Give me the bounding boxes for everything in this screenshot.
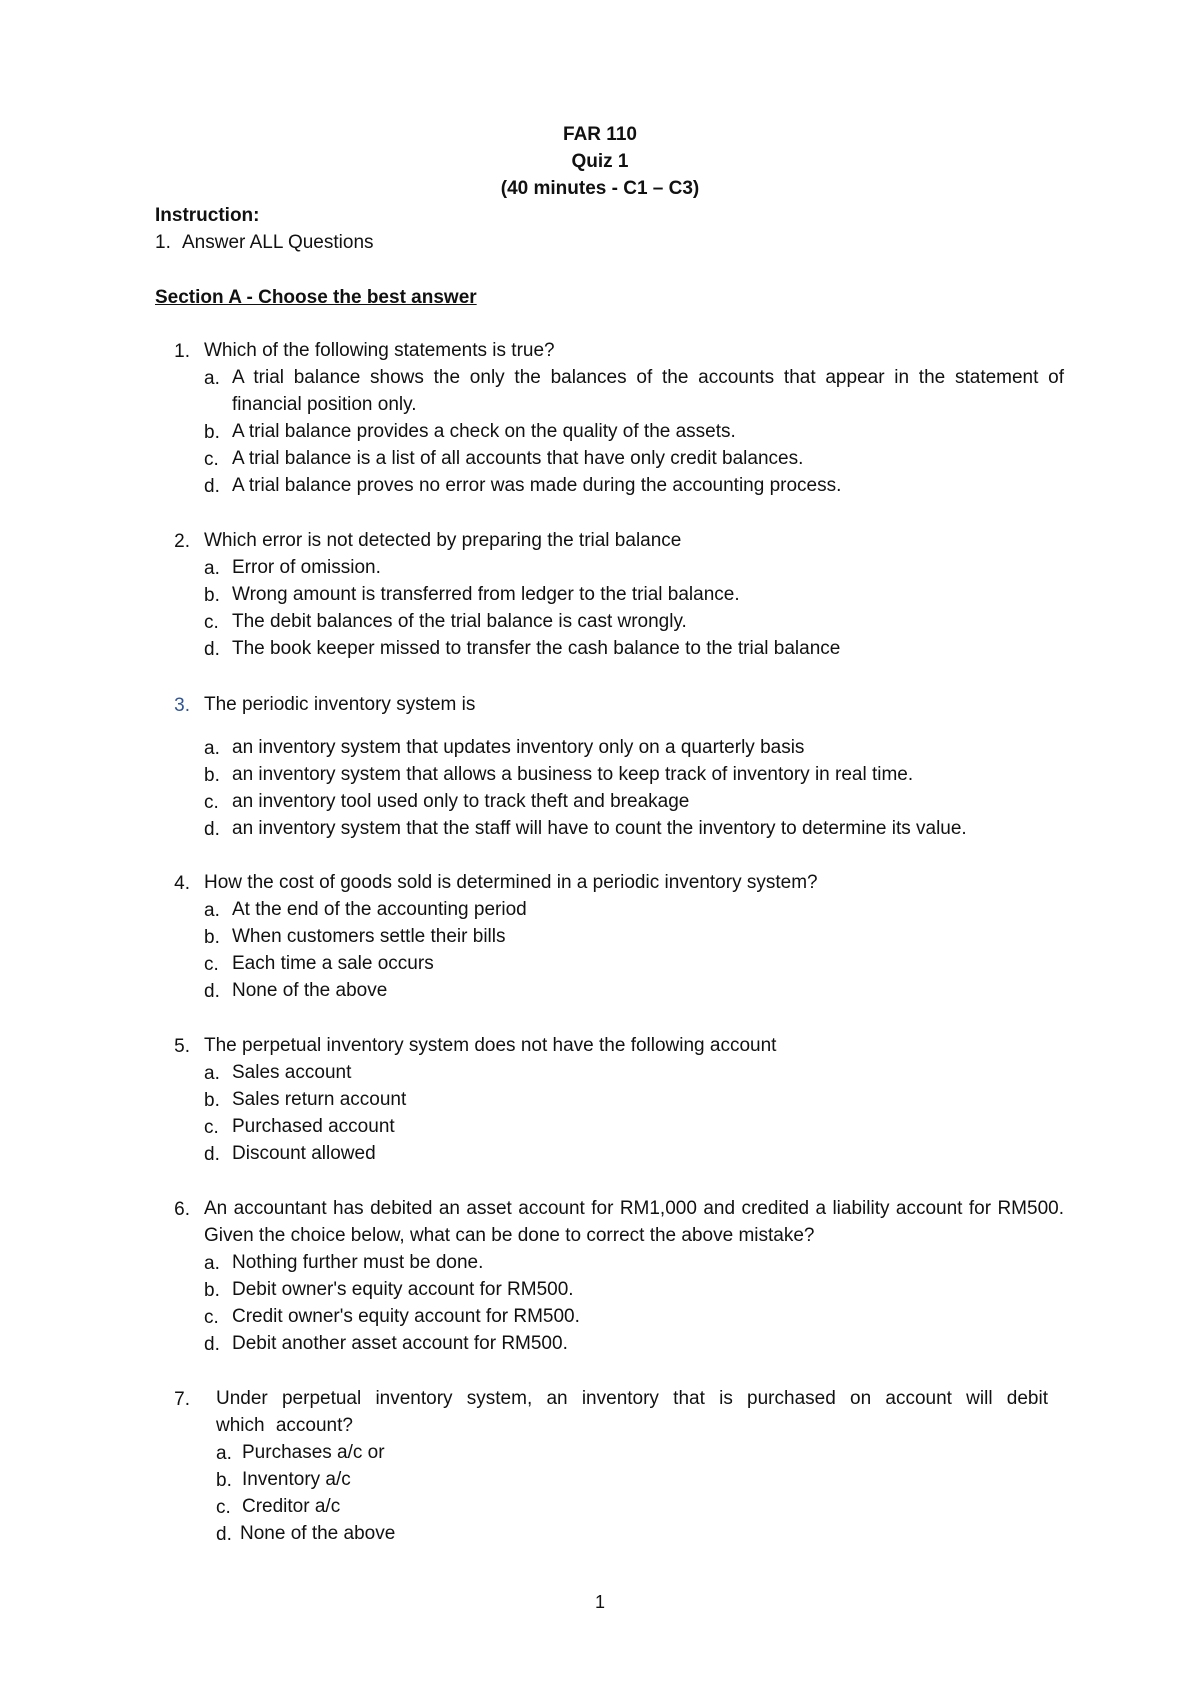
option-letter: d. [204,476,220,497]
option-letter: c. [204,449,219,470]
question-text: Which of the following statements is true? [204,340,555,361]
option-text: Nothing further must be done. [232,1252,484,1273]
page-number: 1 [594,1592,605,1612]
question-number: 1. [174,341,190,362]
option-text: The book keeper missed to transfer the cash balance to the trial balance [232,638,841,659]
option-letter: a. [204,738,220,759]
option-text: When customers settle their bills [232,926,506,947]
option-letter: a. [204,558,220,579]
option-letter: d. [204,1144,220,1165]
option-text: Discount allowed [232,1143,376,1164]
option-text: A trial balance proves no error was made during the accounting process. [232,475,842,496]
option-text: Purchases a/c or [242,1442,385,1463]
question-number: 7. [174,1389,190,1410]
option-letter: c. [204,1117,219,1138]
option-letter: c. [204,792,219,813]
option-text: an inventory system that updates inventory only on a quarterly basis [232,737,805,758]
question-text: Under perpetual inventory system, an inventory that is purchased on account will debit which account? [216,1388,1048,1436]
option-letter: b. [204,927,220,948]
instruction-item-text: Answer ALL Questions [182,232,374,253]
question-text: Which error is not detected by preparing the trial balance [204,530,682,551]
option-text: an inventory system that allows a business to keep track of inventory in real time. [232,764,914,785]
option-text: A trial balance shows the only the balances of the accounts that appear in the statement of financial position only. [232,367,1064,415]
option-letter: b. [204,765,220,786]
option-letter: a. [204,368,220,389]
option-letter: d. [204,819,220,840]
option-letter: d. [204,639,220,660]
option-letter: a. [204,900,220,921]
option-letter: b. [216,1470,232,1491]
option-text: Each time a sale occurs [232,953,434,974]
question-number: 6. [174,1199,190,1220]
option-letter: b. [204,585,220,606]
option-text: None of the above [240,1523,396,1544]
option-text: Credit owner's equity account for RM500. [232,1306,580,1327]
option-letter: b. [204,1280,220,1301]
option-text: Sales account [232,1062,352,1083]
question-number: 2. [174,531,190,552]
section-a-heading: Section A - Choose the best answer [155,287,477,308]
option-text: Debit another asset account for RM500. [232,1333,568,1354]
option-letter: a. [204,1063,220,1084]
option-letter: d. [204,1334,220,1355]
question-text: An accountant has debited an asset account for RM1,000 and credited a liability account for RM500. Given the choice below, what can be done to correct the above mistake? [204,1198,1064,1246]
course-code: FAR 110 [563,124,637,145]
option-letter: b. [204,422,220,443]
option-text: None of the above [232,980,388,1001]
option-text: Creditor a/c [242,1496,341,1517]
quiz-duration: (40 minutes - C1 – C3) [500,178,700,199]
option-text: Inventory a/c [242,1469,351,1490]
instruction-item-number: 1. [155,232,171,253]
option-text: an inventory tool used only to track theft and breakage [232,791,690,812]
question-text: The perpetual inventory system does not have the following account [204,1035,777,1056]
option-letter: d. [204,981,220,1002]
option-letter: b. [204,1090,220,1111]
question-text: How the cost of goods sold is determined in a periodic inventory system? [204,872,818,893]
option-text: Wrong amount is transferred from ledger to the trial balance. [232,584,740,605]
question-text: The periodic inventory system is [204,694,476,715]
option-text: A trial balance provides a check on the quality of the assets. [232,421,736,442]
option-letter: c. [216,1497,231,1518]
quiz-title: Quiz 1 [571,151,629,172]
instruction-label: Instruction: [155,205,260,226]
option-letter: c. [204,954,219,975]
option-text: Sales return account [232,1089,407,1110]
option-letter: c. [204,612,219,633]
option-letter: a. [216,1443,232,1464]
option-letter: a. [204,1253,220,1274]
question-number: 5. [174,1036,190,1057]
question-number: 3. [174,695,190,716]
option-text: The debit balances of the trial balance is cast wrongly. [232,611,687,632]
option-text: Debit owner's equity account for RM500. [232,1279,574,1300]
option-letter: c. [204,1307,219,1328]
option-letter: d. [216,1524,232,1545]
question-number: 4. [174,873,190,894]
option-text: Error of omission. [232,557,381,578]
option-text: Purchased account [232,1116,395,1137]
option-text: A trial balance is a list of all accounts that have only credit balances. [232,448,804,469]
option-text: At the end of the accounting period [232,899,527,920]
option-text: an inventory system that the staff will have to count the inventory to determine its value. [232,818,967,839]
